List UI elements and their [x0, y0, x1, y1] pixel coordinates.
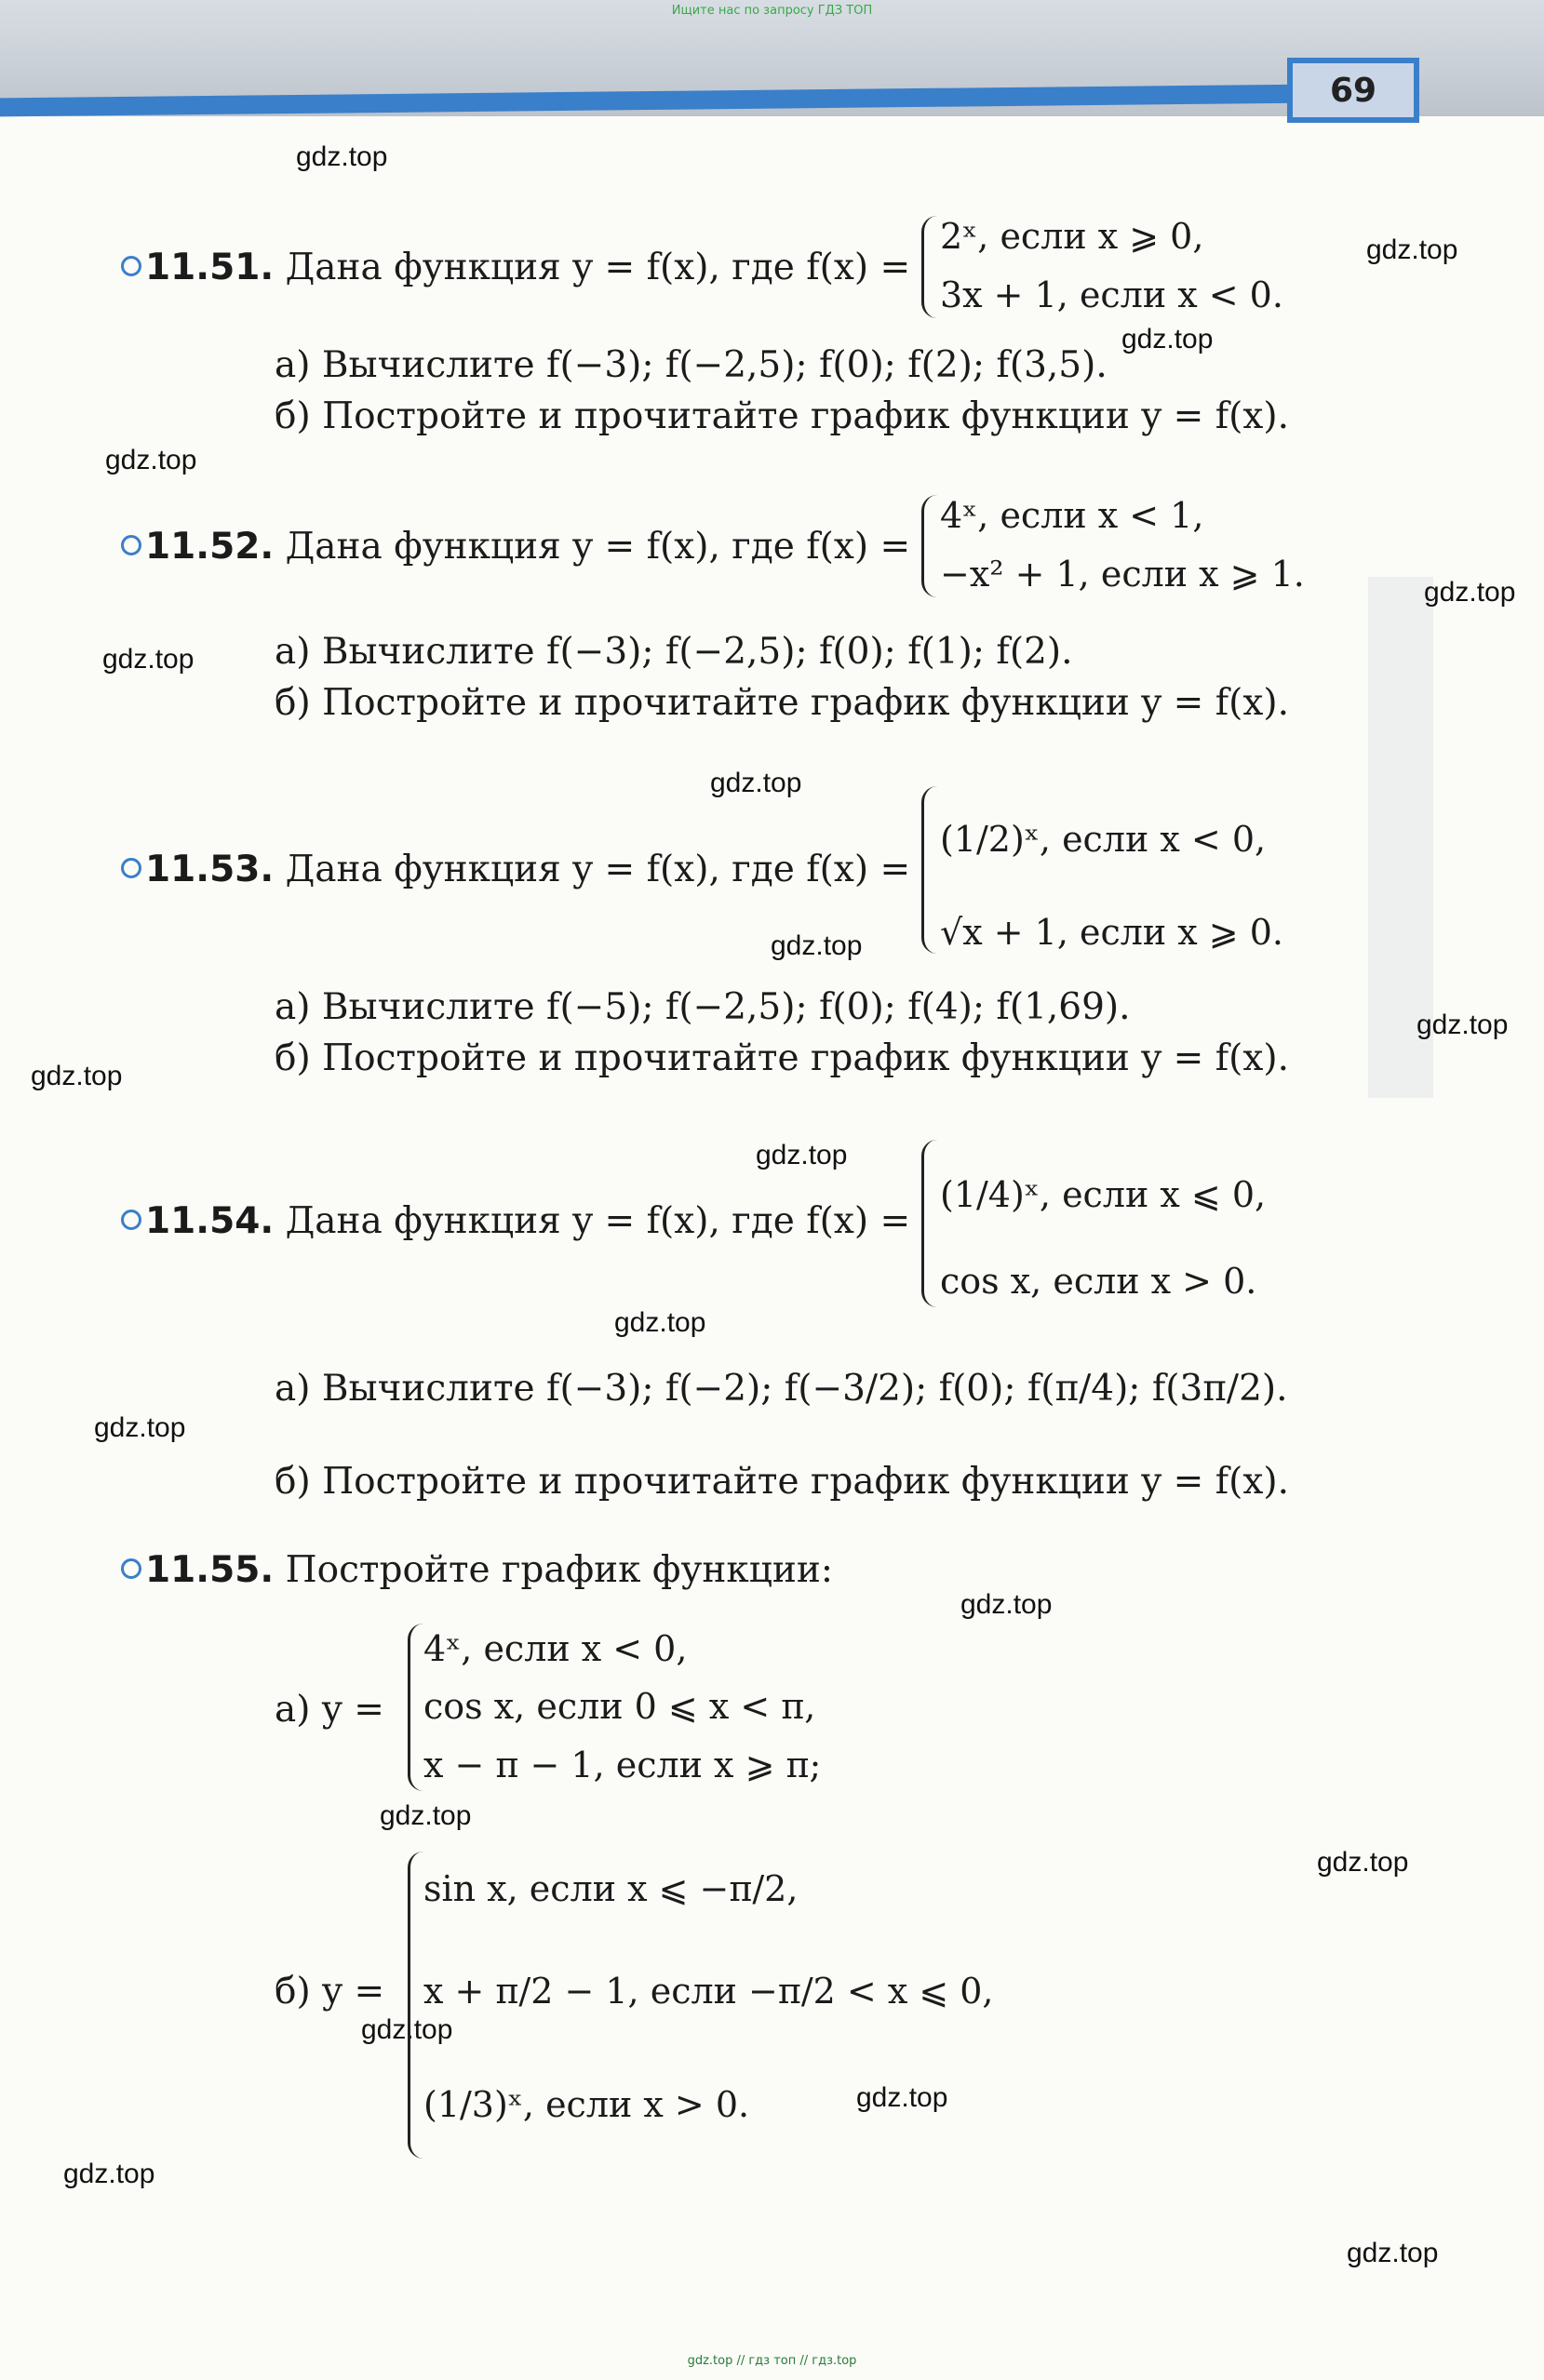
problem-statement: Дана функция y = f(x), где f(x) = [285, 247, 911, 288]
problem-11-53 [121, 849, 910, 890]
problem-statement: Дана функция y = f(x), где f(x) = [285, 849, 911, 890]
problem-11-51 [121, 247, 910, 288]
case-line: 4ˣ, если x < 1, [940, 495, 1204, 536]
watermark: gdz.top [960, 1589, 1053, 1620]
problem-number: 11.52. [145, 526, 275, 568]
circle-marker-icon [121, 535, 141, 555]
task-b: б) Постройте и прочитайте график функции y = f(x). [275, 1037, 1289, 1079]
case-line: sin x, если x ⩽ −π/2, [423, 1868, 799, 1909]
watermark: gdz.top [102, 644, 195, 675]
problem-statement: Дана функция y = f(x), где f(x) = [285, 1200, 911, 1242]
brace [921, 786, 937, 954]
watermark: gdz.top [756, 1140, 848, 1170]
problem-number: 11.51. [145, 247, 275, 288]
brace [921, 216, 937, 318]
watermark: gdz.top [1416, 1009, 1509, 1040]
case-line: √x + 1, если x ⩾ 0. [940, 912, 1283, 953]
circle-marker-icon [121, 858, 141, 878]
task-a: а) Вычислите f(−3); f(−2); f(−3/2); f(0); f(π/4); f(3π/2). [275, 1368, 1288, 1410]
brace [921, 1140, 937, 1307]
task-b: б) Постройте и прочитайте график функции y = f(x). [275, 1461, 1289, 1503]
part-b-label: б) y = [275, 1971, 385, 2012]
problem-11-54 [121, 1200, 910, 1242]
problem-statement: Постройте график функции: [285, 1549, 833, 1591]
circle-marker-icon [121, 256, 141, 276]
watermark: gdz.top [1424, 577, 1516, 608]
watermark: gdz.top [1347, 2238, 1439, 2268]
problem-11-55 [121, 1549, 833, 1591]
task-a: а) Вычислите f(−3); f(−2,5); f(0); f(1); f(2). [275, 631, 1073, 673]
problem-number: 11.55. [145, 1549, 275, 1591]
watermark: gdz.top [856, 2082, 948, 2113]
watermark: gdz.top [63, 2159, 155, 2189]
problem-number: 11.54. [145, 1200, 275, 1242]
problem-number: 11.53. [145, 849, 275, 890]
case-line: 4ˣ, если x < 0, [423, 1628, 688, 1669]
watermark: gdz.top [1121, 324, 1214, 354]
case-line: x + π/2 − 1, если −π/2 < x ⩽ 0, [423, 1971, 994, 2012]
page-number: 69 [1287, 58, 1419, 123]
case-line: (1/2)ˣ, если x < 0, [940, 819, 1267, 860]
case-line: 2ˣ, если x ⩾ 0, [940, 216, 1204, 257]
brace [408, 1852, 423, 2159]
watermark: gdz.top [94, 1412, 186, 1443]
brace [921, 495, 937, 597]
circle-marker-icon [121, 1210, 141, 1230]
task-b: б) Постройте и прочитайте график функции y = f(x). [275, 682, 1289, 724]
watermark: gdz.top [710, 768, 802, 798]
case-line: −x² + 1, если x ⩾ 1. [940, 554, 1305, 595]
header-note: Ищите нас по запросу ГДЗ ТОП [671, 4, 873, 18]
watermark: gdz.top [1317, 1847, 1409, 1878]
task-b: б) Постройте и прочитайте график функции y = f(x). [275, 395, 1289, 437]
problem-11-52 [121, 526, 910, 568]
circle-marker-icon [121, 1558, 141, 1579]
case-line: cos x, если x > 0. [940, 1261, 1257, 1302]
watermark: gdz.top [380, 1800, 472, 1831]
footer-note: gdz.top // гдз топ // гдз.top [687, 2354, 857, 2368]
watermark: gdz.top [296, 141, 388, 172]
part-a-label: а) y = [275, 1689, 384, 1731]
case-line: (1/3)ˣ, если x > 0. [423, 2084, 750, 2125]
case-line: 3x + 1, если x < 0. [940, 274, 1283, 315]
watermark: gdz.top [771, 930, 863, 961]
watermark: gdz.top [614, 1307, 706, 1338]
watermark: gdz.top [31, 1061, 123, 1091]
case-line: cos x, если 0 ⩽ x < π, [423, 1686, 816, 1727]
case-line: (1/4)ˣ, если x ⩽ 0, [940, 1174, 1267, 1215]
watermark: gdz.top [105, 445, 197, 475]
brace [408, 1624, 423, 1791]
case-line: x − π − 1, если x ⩾ π; [423, 1745, 822, 1785]
watermark: gdz.top [1366, 234, 1458, 265]
watermark: gdz.top [361, 2014, 453, 2045]
task-a: а) Вычислите f(−5); f(−2,5); f(0); f(4); f(1,69). [275, 986, 1131, 1028]
problem-statement: Дана функция y = f(x), где f(x) = [285, 526, 911, 568]
task-a: а) Вычислите f(−3); f(−2,5); f(0); f(2); f(3,5). [275, 344, 1108, 386]
